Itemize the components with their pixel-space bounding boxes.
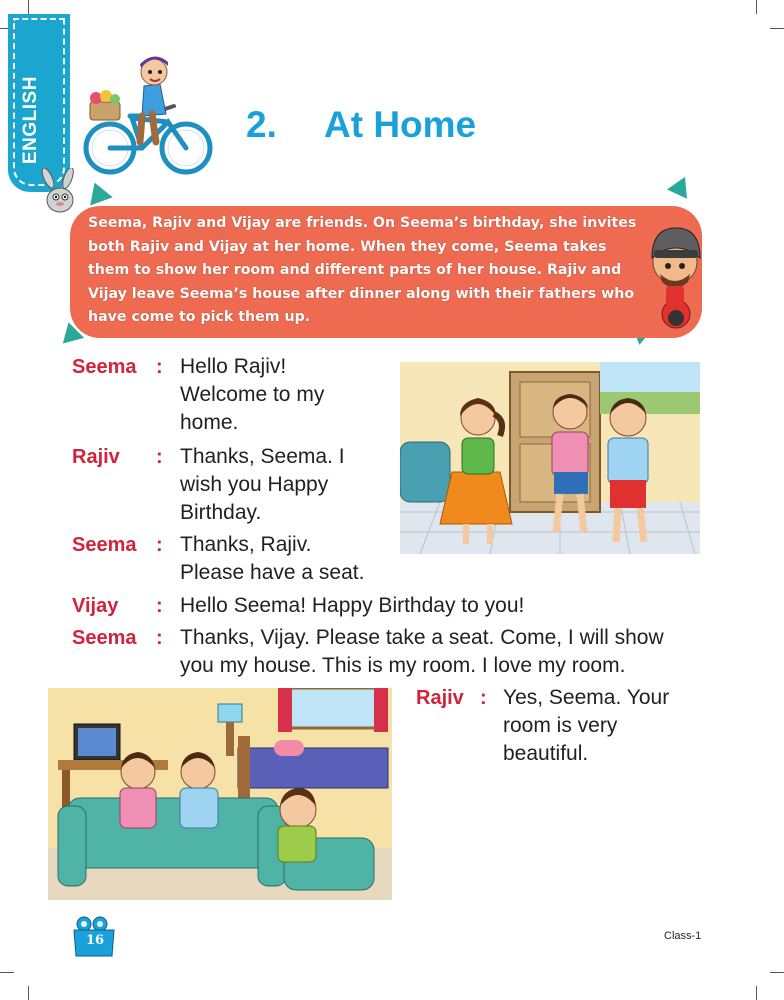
speaker-name: Seema bbox=[72, 534, 137, 556]
crop-mark bbox=[756, 986, 757, 1000]
bedroom-scene-illustration bbox=[48, 688, 392, 900]
dialogue-line: Please have a seat. bbox=[180, 561, 365, 584]
rabbit-mascot-icon bbox=[34, 168, 86, 216]
intro-line: both Rajiv and Vijay at her home. When they come, Seema takes bbox=[88, 238, 607, 255]
crop-mark bbox=[0, 972, 14, 973]
speaker-colon: : bbox=[156, 356, 163, 378]
crop-mark bbox=[756, 0, 757, 14]
subject-tab bbox=[8, 14, 70, 192]
speaker-name: Rajiv bbox=[416, 687, 464, 709]
page-number: 16 bbox=[85, 933, 105, 948]
dialogue-line: Thanks, Vijay. Please take a seat. Come, I will show bbox=[180, 626, 664, 649]
class-label: Class-1 bbox=[664, 930, 702, 942]
intro-line: them to show her room and different parts of her house. Rajiv and bbox=[88, 262, 622, 278]
intro-line: Seema, Rajiv and Vijay are friends. On Seema’s birthday, she invites bbox=[88, 215, 637, 231]
intro-line: have come to pick them up. bbox=[88, 309, 311, 325]
dialogue-line: Welcome to my bbox=[180, 383, 325, 406]
dialogue-line: Birthday. bbox=[180, 501, 262, 524]
lesson-title bbox=[246, 104, 476, 146]
lesson-number: 2. bbox=[246, 104, 277, 145]
helmet-boy-mascot-icon bbox=[640, 222, 710, 332]
dialogue-line: Yes, Seema. Your bbox=[503, 686, 670, 709]
dialogue-line: wish you Happy bbox=[180, 473, 329, 496]
speaker-name: Seema bbox=[72, 627, 137, 649]
lesson-title-text: At Home bbox=[324, 104, 477, 145]
dialogue-line: Hello Seema! Happy Birthday to you! bbox=[180, 594, 525, 617]
speaker-colon: : bbox=[156, 627, 163, 649]
intro-paragraph bbox=[88, 212, 648, 330]
decorative-triangle bbox=[667, 172, 695, 199]
crop-mark bbox=[28, 0, 29, 14]
boy-on-bicycle-illustration bbox=[80, 56, 214, 178]
speaker-colon: : bbox=[156, 595, 163, 617]
crop-mark bbox=[770, 972, 784, 973]
crop-mark bbox=[28, 986, 29, 1000]
dialogue-line: Thanks, Seema. I bbox=[180, 445, 345, 468]
dialogue-line: Thanks, Rajiv. bbox=[180, 533, 312, 556]
doorway-greeting-illustration bbox=[400, 362, 700, 554]
speaker-colon: : bbox=[156, 534, 163, 556]
speaker-colon: : bbox=[480, 687, 487, 709]
dialogue-line: beautiful. bbox=[503, 742, 589, 765]
dialogue-line: home. bbox=[180, 411, 239, 434]
dialogue-line: room is very bbox=[503, 714, 618, 737]
crop-mark bbox=[770, 28, 784, 29]
dialogue-line: Hello Rajiv! bbox=[180, 355, 287, 378]
dialogue-line: you my house. This is my room. I love my room. bbox=[180, 654, 626, 677]
speaker-name: Vijay bbox=[72, 595, 119, 617]
speaker-colon: : bbox=[156, 446, 163, 468]
decorative-triangle bbox=[83, 178, 112, 205]
speaker-name: Seema bbox=[72, 356, 137, 378]
subject-label: ENGLISH bbox=[20, 76, 41, 164]
intro-line: Vijay leave Seema’s house after dinner along with their fathers who bbox=[88, 285, 635, 302]
speaker-name: Rajiv bbox=[72, 446, 120, 468]
